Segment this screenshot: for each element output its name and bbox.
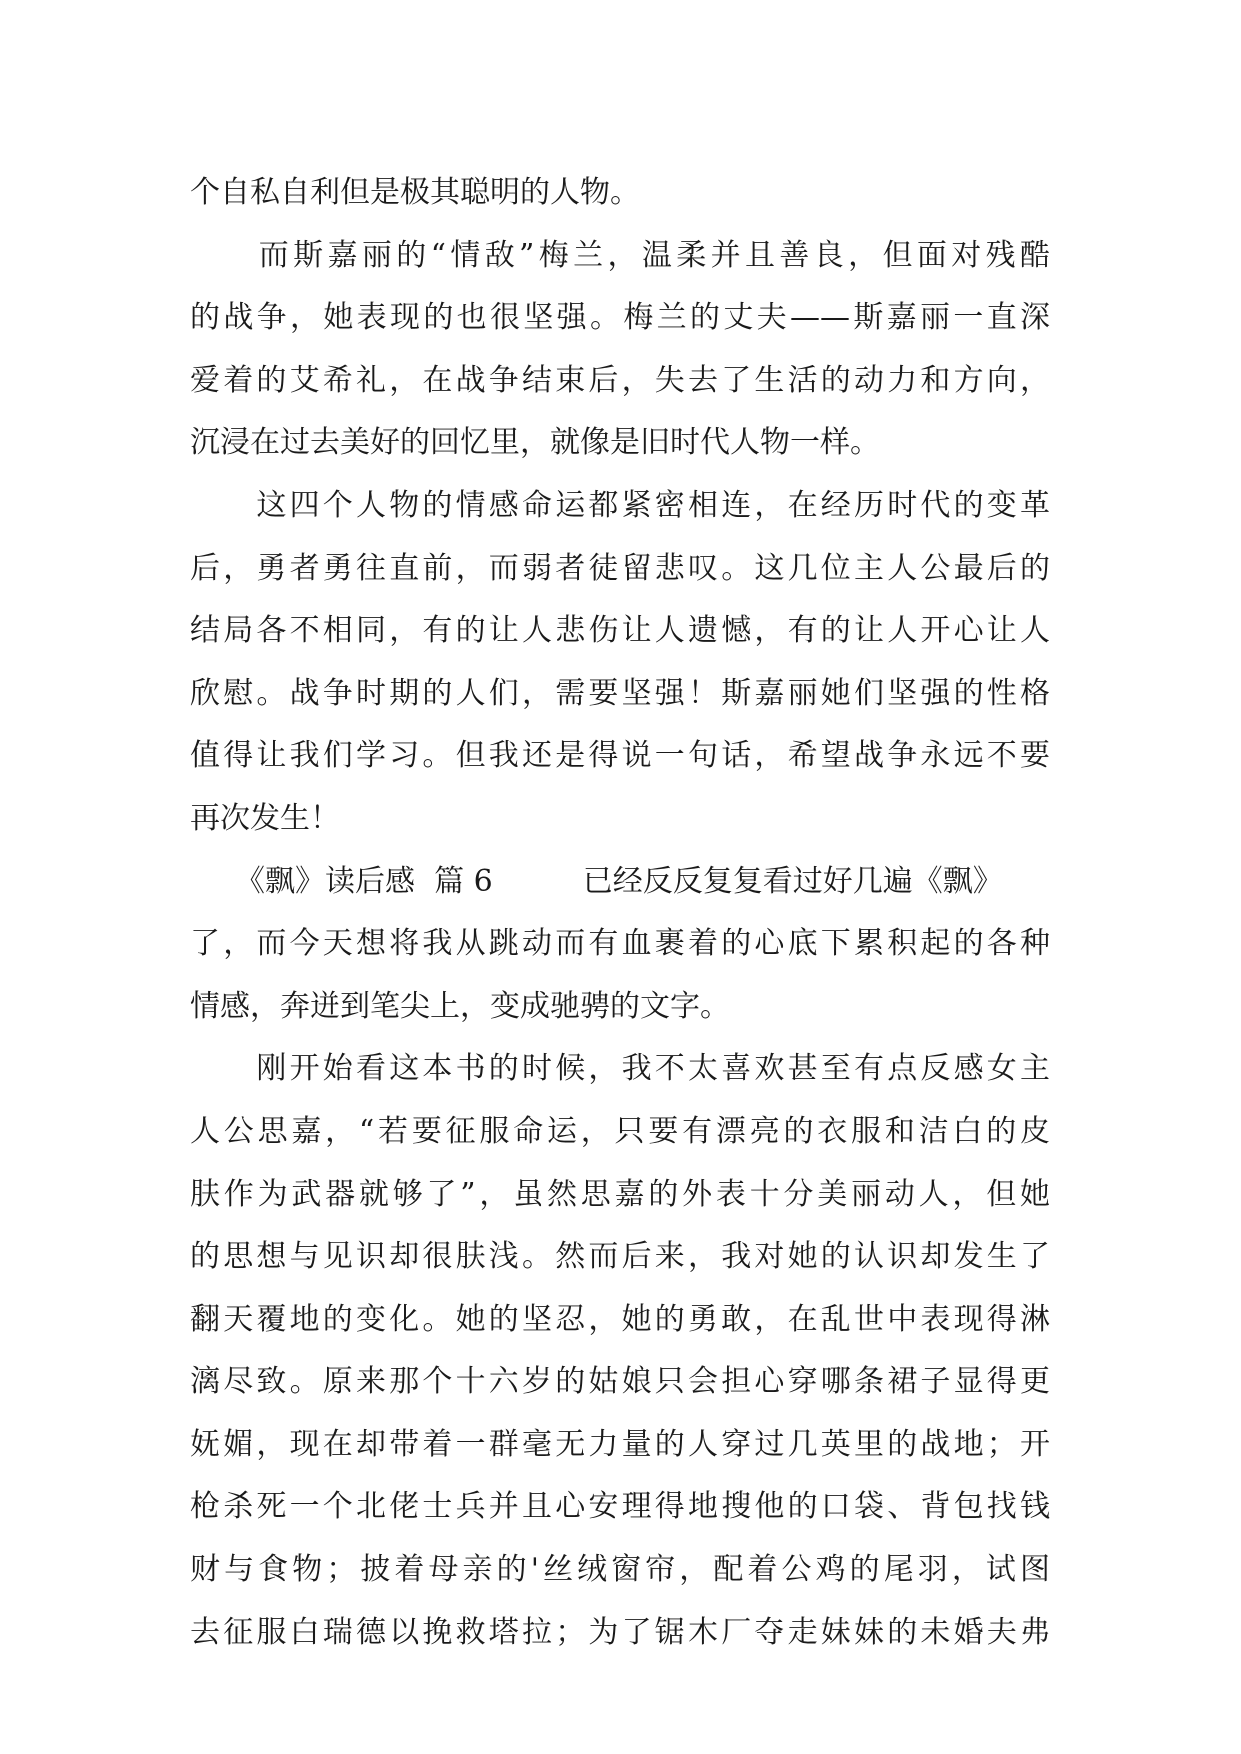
text-line: 刚开始看这本书的时候，我不太喜欢甚至有点反感女主: [190, 1051, 1050, 1087]
text-line: 这四个人物的情感命运都紧密相连，在经历时代的变革: [190, 487, 1050, 523]
text-line: 个自私自利但是极其聪明的人物。: [190, 175, 640, 210]
text-line: 肤作为武器就够了”，虽然思嘉的外表十分美丽动人，但她: [190, 1176, 1050, 1212]
text-line: 去征服白瑞德以挽救塔拉；为了锯木厂夺走妹妹的未婚夫弗: [190, 1614, 1050, 1650]
text-line: 情感，奔迸到笔尖上，变成驰骋的文字。: [190, 988, 730, 1024]
body-text: [190, 162, 1050, 1664]
text-line: 的思想与见识却很肤浅。然而后来，我对她的认识却发生了: [190, 1239, 1050, 1275]
text-line: 枪杀死一个北佬士兵并且心安理得地搜他的口袋、背包找钱: [190, 1489, 1050, 1525]
text-line: 值得让我们学习。但我还是得说一句话，希望战争永远不要: [190, 738, 1050, 774]
text-line: 妩媚，现在却带着一群毫无力量的人穿过几英里的战地；开: [190, 1426, 1050, 1462]
text-line: 财与食物；披着母亲的'丝绒窗帘，配着公鸡的尾羽，试图: [190, 1552, 1050, 1588]
text-line: 欣慰。战争时期的人们，需要坚强！斯嘉丽她们坚强的性格: [190, 675, 1050, 711]
text-line: 再次发生！: [190, 800, 340, 836]
text-line: 翻天覆地的变化。她的坚忍，她的勇敢，在乱世中表现得淋: [190, 1301, 1050, 1337]
text-line: 的战争，她表现的也很坚强。梅兰的丈夫——斯嘉丽一直深: [190, 300, 1050, 336]
text-line: 沉浸在过去美好的回忆里，就像是旧时代人物一样。: [190, 425, 880, 461]
text-line: 结局各不相同，有的让人悲伤让人遗憾，有的让人开心让人: [190, 613, 1050, 649]
text-line: 爱着的艾希礼，在战争结束后，失去了生活的动力和方向，: [190, 362, 1050, 398]
text-line: 而斯嘉丽的“情敌”梅兰，温柔并且善良，但面对残酷: [190, 237, 1050, 273]
text-line: 《飘》读后感 篇 6 已经反反复复看过好几遍《飘》: [190, 863, 1003, 899]
text-line: 了，而今天想将我从跳动而有血裹着的心底下累积起的各种: [190, 926, 1050, 962]
text-line: 人公思嘉，“若要征服命运，只要有漂亮的衣服和洁白的皮: [190, 1113, 1050, 1149]
text-line: 漓尽致。原来那个十六岁的姑娘只会担心穿哪条裙子显得更: [190, 1364, 1050, 1400]
text-line: 后，勇者勇往直前，而弱者徒留悲叹。这几位主人公最后的: [190, 550, 1050, 586]
